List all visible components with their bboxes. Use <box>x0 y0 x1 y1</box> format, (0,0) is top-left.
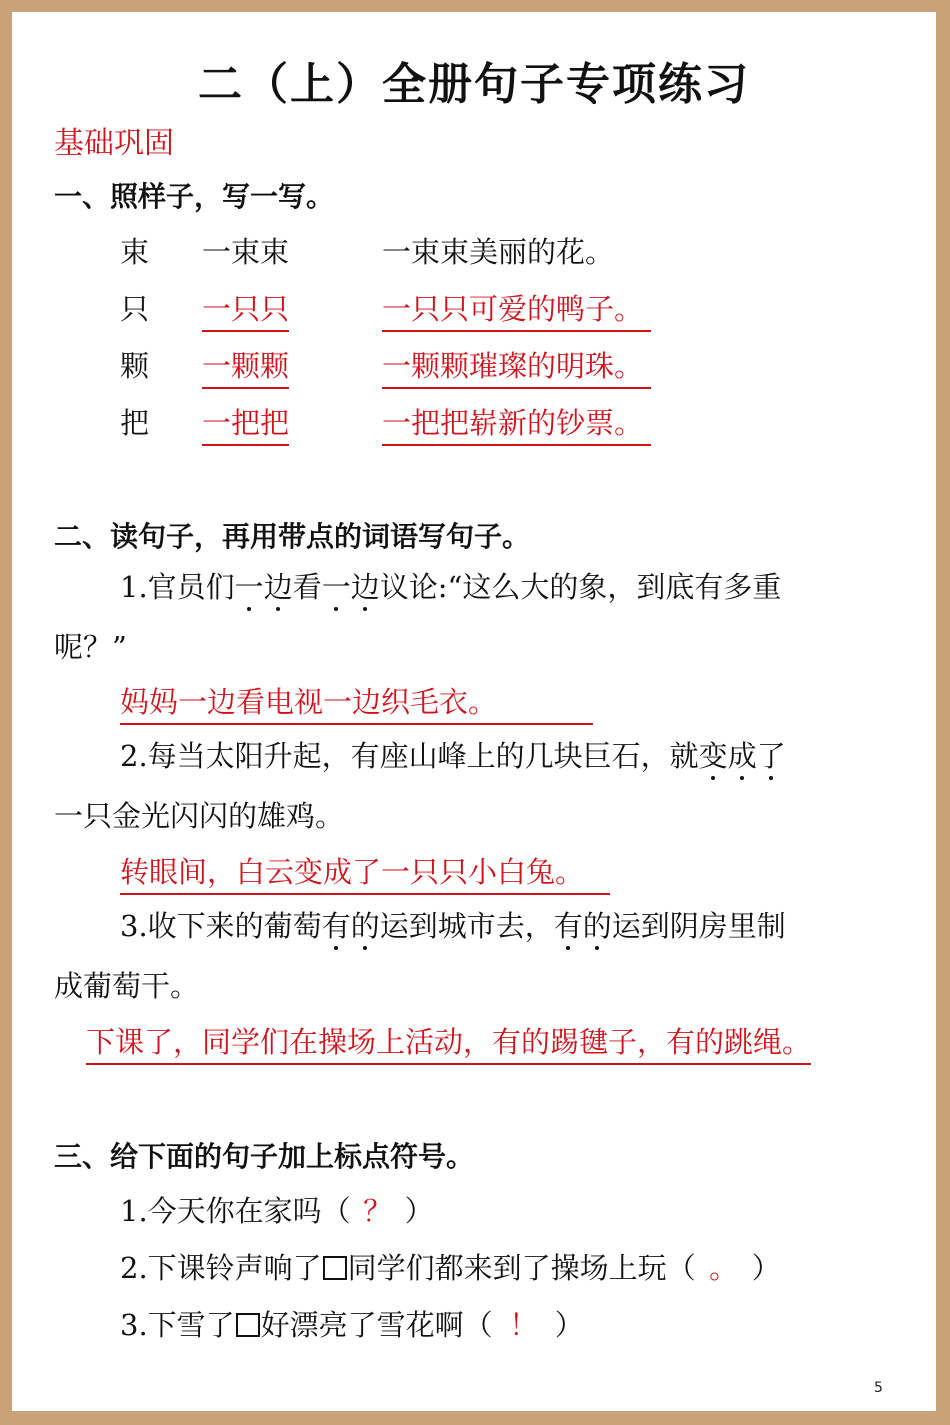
dotted-char: 有 <box>321 909 351 943</box>
row3-phrase-answer: 一颗颗 <box>202 344 289 389</box>
page-title: 二（上）全册句子专项练习 <box>198 59 750 110</box>
row4-char: 把 <box>120 406 150 440</box>
row2-phrase-answer: 一只只 <box>202 287 289 332</box>
punct-q2: 2.下课铃声响了 同学们都来到了操场上玩（ 。 ） <box>120 1246 781 1287</box>
blank-box <box>323 1256 347 1280</box>
punct-q1: 1.今天你在家吗（ ？ ） <box>120 1189 434 1230</box>
row2-sentence-answer: 一只只可爱的鸭子。 <box>382 287 651 332</box>
blank-box <box>236 1313 260 1337</box>
q2-line2: 一只金光闪闪的雄鸡。 <box>54 799 345 833</box>
punct-q3-answer: ！ <box>509 1308 539 1342</box>
q3-answer: 下课了，同学们在操场上活动，有的踢毽子，有的跳绳。 <box>86 1020 811 1065</box>
punct-q2-answer: 。 <box>709 1251 739 1285</box>
q1-line1: 1.官员们一边看一边议论:“这么大的象，到底有多重 <box>120 570 782 604</box>
q2-answer: 转眼间，白云变成了一只只小白兔。 <box>120 850 610 895</box>
q3-line1: 3.收下来的葡萄有的运到城市去，有的运到阴房里制 <box>120 909 786 943</box>
row4-phrase-answer: 一把把 <box>202 401 289 446</box>
row1-char: 束 <box>120 235 150 269</box>
row3-sentence-answer: 一颗颗璀璨的明珠。 <box>382 344 651 389</box>
q2-line1: 2.每当太阳升起，有座山峰上的几块巨石，就变成了 <box>120 739 786 773</box>
dotted-char: 边 <box>350 570 380 604</box>
punct-q3: 3.下雪了 好漂亮了雪花啊（ ！ ） <box>120 1303 584 1344</box>
dotted-char: 的 <box>582 909 612 943</box>
section1-heading: 一、照样子，写一写。 <box>54 180 335 213</box>
dotted-char: 有 <box>553 909 583 943</box>
dotted-char: 一 <box>321 570 351 604</box>
q1-line2: 呢？” <box>54 630 127 664</box>
dotted-char: 成 <box>727 739 757 773</box>
page-number: 5 <box>874 1380 883 1396</box>
q1-answer: 妈妈一边看电视一边织毛衣。 <box>120 680 593 725</box>
worksheet-page <box>12 12 936 1411</box>
q3-line2: 成葡萄干。 <box>54 969 200 1003</box>
dotted-char: 变 <box>698 739 728 773</box>
dotted-char: 的 <box>350 909 380 943</box>
dotted-char: 一 <box>234 570 264 604</box>
section3-heading: 三、给下面的句子加上标点符号。 <box>54 1140 475 1173</box>
section2-heading: 二、读句子，再用带点的词语写句子。 <box>54 520 531 553</box>
dotted-char: 了 <box>756 739 786 773</box>
dotted-char: 边 <box>263 570 293 604</box>
row1-sentence: 一束束美丽的花。 <box>382 235 615 269</box>
row4-sentence-answer: 一把把崭新的钞票。 <box>382 401 651 446</box>
row1-phrase: 一束束 <box>202 235 290 269</box>
subtitle: 基础巩固 <box>54 126 174 161</box>
punct-q1-answer: ？ <box>363 1194 393 1228</box>
row3-char: 颗 <box>120 349 150 383</box>
row2-char: 只 <box>120 292 150 326</box>
